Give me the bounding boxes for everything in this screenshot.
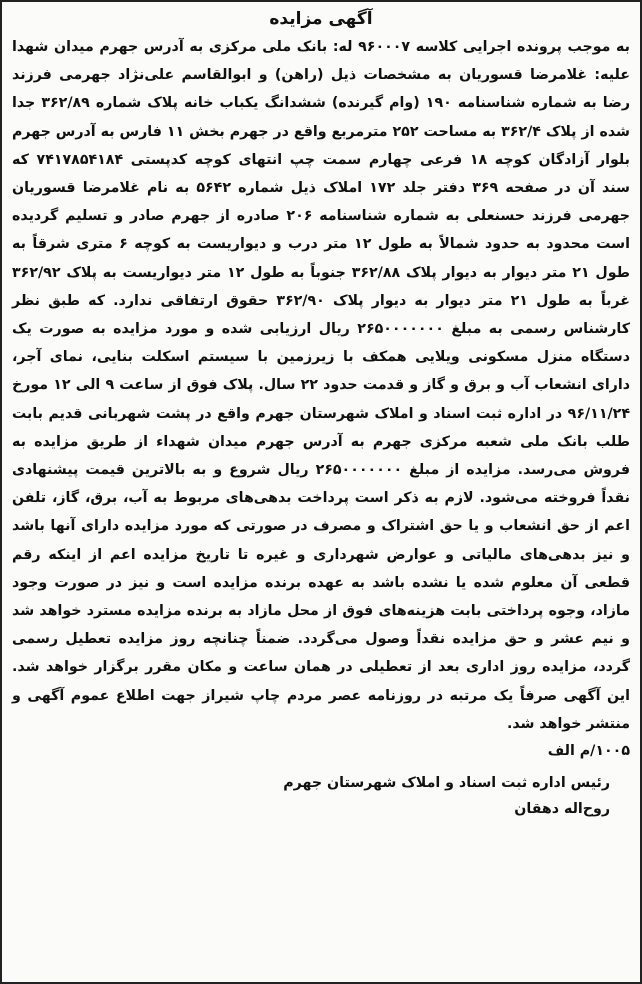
notice-reference: ۱۰۰۵/م الف: [547, 743, 630, 760]
notice-body: به موجب پرونده اجرایی کلاسه ۹۶۰۰۰۷ له: بانک ملی مرکزی به آدرس جهرم میدان شهدا علیه: غلامرضا قسوریان به مشخصات ذیل (راهن) و ابوالقاسم علی‌نژاد جهرمی فرزند رضا به شماره شناسنامه ۱۹۰ (وام گیرنده) ششدانگ یکباب خانه پلاک شماره ۳۶۲/۸۹ جدا شده از پلاک ۳۶۲/۴ به مساحت ۲۵۲ مترمربع واقع در جهرم بخش ۱۱ فارس به آدرس جهرم بلوار آزادگان کوچه ۱۸ فرعی چهارم سمت چپ انتهای کوچه کدپستی ۷۴۱۷۸۵۴۱۸۴ که سند آن در صفحه ۳۶۹ دفتر جلد ۱۷۲ املاک ذیل شماره ۵۶۴۲ به نام غلامرضا قسوریان جهرمی فرزند حسنعلی به شماره شناسنامه ۲۰۶ صادره از جهرم صادر و تسلیم گردیده است محدود به حدود شمالاً به طول ۱۲ متر درب و دیواریست به کوچه ۶ متری شرقاً به طول ۲۱ متر دیوار به دیوار پلاک ۳۶۲/۸۸ جنوباً به طول ۱۲ متر دیواریست به پلاک ۳۶۲/۹۲ غرباً به طول ۲۱ متر دیوار به دیوار پلاک ۳۶۲/۹۰ حقوق ارتفاقی ندارد. که طبق نظر کارشناس رسمی به مبلغ ۲۶۵۰۰۰۰۰۰۰ ریال ارزیابی شده و مورد مزایده به صورت یک دستگاه منزل مسکونی ویلایی همکف با زیرزمین با سیستم اسکلت بنایی، نمای آجر، دارای انشعاب آب و برق و گاز و قدمت حدود ۲۲ سال. پلاک فوق از ساعت ۹ الی ۱۲ مورخ ۹۶/۱۱/۲۴ در اداره ثبت اسناد و املاک شهرستان جهرم واقع در پشت شهربانی قدیم بابت طلب بانک ملی شعبه مرکزی جهرم به آدرس جهرم میدان شهداء از طریق مزایده به فروش می‌رسد. مزایده از مبلغ ۲۶۵۰۰۰۰۰۰۰ ریال شروع و به بالاترین قیمت پیشنهادی نقداً فروخته می‌شود. لازم به ذکر است پرداخت بدهی‌های مربوط به آب، برق، گاز، تلفن اعم از حق انشعاب و یا حق اشتراک و مصرف در صورتی که مورد مزایده دارای آنها باشد و نیز بدهی‌های مالیاتی و عوارض شهرداری و غیره تا تاریخ مزایده اعم از اینکه رقم قطعی آن معلوم شده یا نشده باشد به عهده برنده مزایده است و نیز در صورت وجود مازاد، وجوه پرداختی بابت هزینه‌های فوق از محل مازاد به برنده مزایده مسترد خواهد شد و نیم عشر و حق مزایده نقداً وصول می‌گردد. ضمناً چنانچه روز مزایده تعطیل رسمی گردد، مزایده روز اداری بعد از تعطیلی در همان ساعت و مکان مقرر برگزار خواهد شد. این آگهی صرفاً یک مرتبه در روزنامه عصر مردم چاپ شیراز جهت اطلاع عموم آگهی و منتشر خواهد شد.: [12, 39, 631, 732]
notice-title: آگهی مزایده: [269, 9, 373, 29]
signatory-title: رئیس اداره ثبت اسناد و املاک شهرستان جهرم: [283, 775, 610, 792]
signatory-name: روح‌اله دهقان: [514, 801, 610, 818]
